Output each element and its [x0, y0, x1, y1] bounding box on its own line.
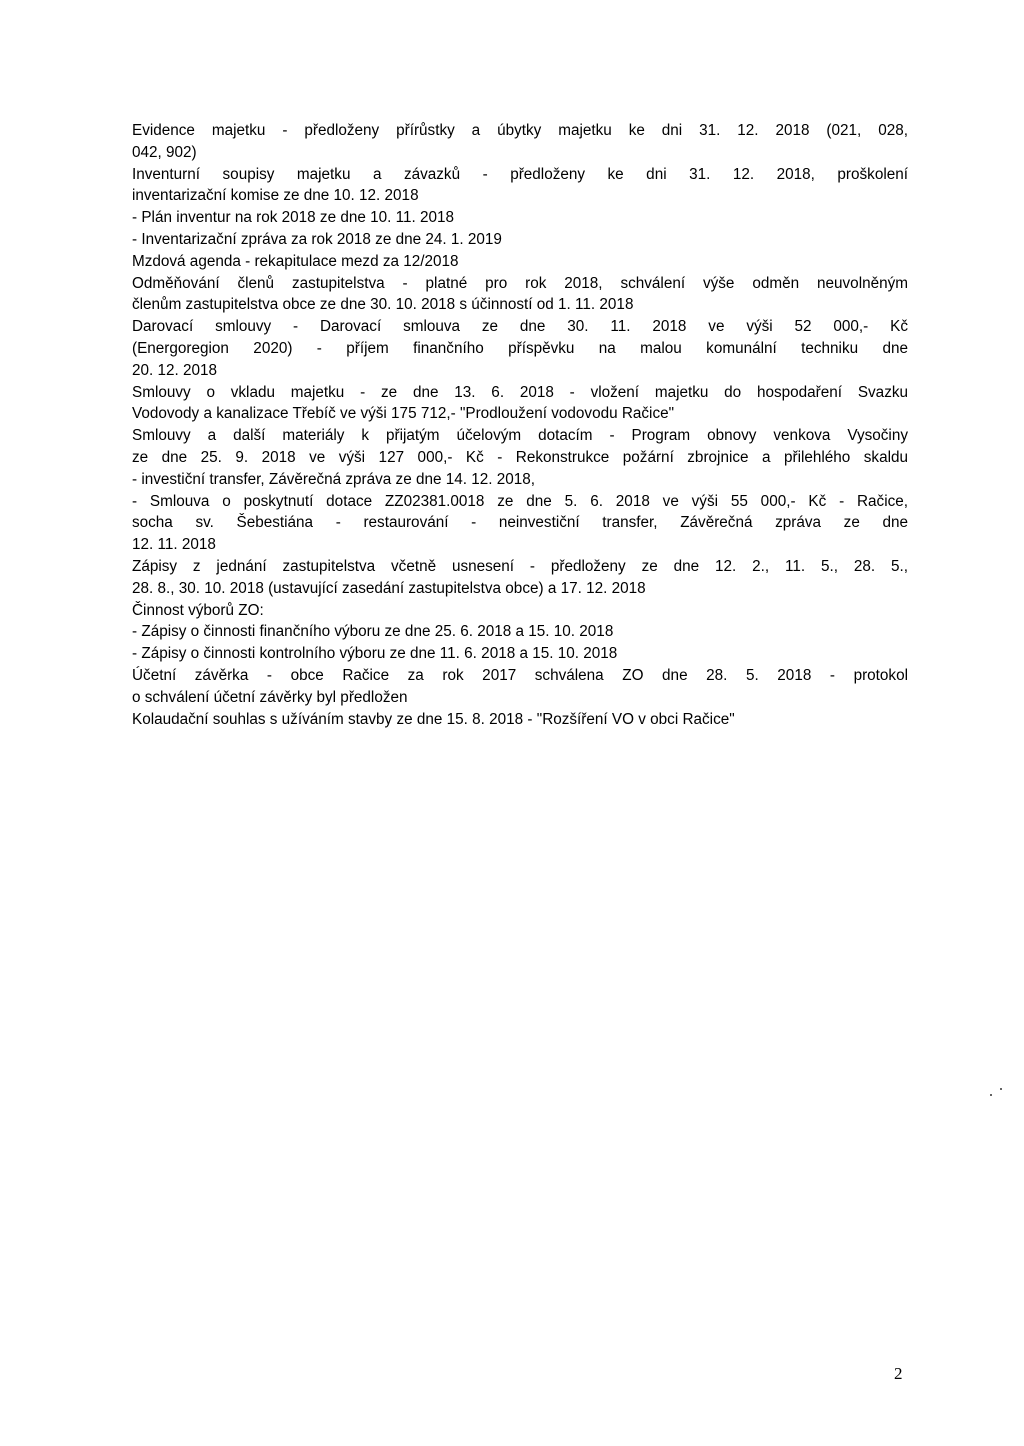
text-line: Odměňování členů zastupitelstva - platné pro rok 2018, schválení výše odměn neuvolněným — [132, 274, 908, 292]
text-line: - Zápisy o činnosti finančního výboru ze dne 25. 6. 2018 a 15. 10. 2018 — [132, 623, 614, 641]
text-line: - Inventarizační zpráva za rok 2018 ze dne 24. 1. 2019 — [132, 230, 502, 248]
text-line: 20. 12. 2018 — [132, 361, 218, 379]
text-line: Smlouvy a další materiály k přijatým účelovým dotacím - Program obnovy venkova Vysočiny — [132, 427, 908, 445]
text-line: - Zápisy o činnosti kontrolního výboru ze dne 11. 6. 2018 a 15. 10. 2018 — [132, 645, 618, 663]
text-line: socha sv. Šebestiána - restaurování - neinvestiční transfer, Závěrečná zpráva ze dne — [132, 514, 908, 532]
text-line: ze dne 25. 9. 2018 ve výši 127 000,- Kč - Rekonstrukce požární zbrojnice a přilehlého skaldu — [132, 448, 908, 466]
page-number: 2 — [894, 1364, 903, 1383]
text-line: Účetní závěrka - obce Račice za rok 2017 schválena ZO dne 28. 5. 2018 - protokol — [132, 666, 908, 684]
document-body — [132, 120, 908, 730]
text-line: 042, 902) — [132, 143, 197, 161]
text-line: - Plán inventur na rok 2018 ze dne 10. 11. 2018 — [132, 209, 455, 227]
text-line: členům zastupitelstva obce ze dne 30. 10. 2018 s účinností od 1. 11. 2018 — [132, 296, 634, 314]
text-line: Smlouvy o vkladu majetku - ze dne 13. 6. 2018 - vložení majetku do hospodaření Svazku — [132, 383, 908, 401]
text-line: 28. 8., 30. 10. 2018 (ustavující zasedání zastupitelstva obce) a 17. 12. 2018 — [132, 579, 646, 597]
text-line: Darovací smlouvy - Darovací smlouva ze dne 30. 11. 2018 ve výši 52 000,- Kč — [132, 318, 908, 336]
scan-speck — [1000, 1088, 1002, 1090]
text-line: Kolaudační souhlas s užíváním stavby ze dne 15. 8. 2018 - "Rozšíření VO v obci Račice" — [132, 710, 735, 728]
text-line: Zápisy z jednání zastupitelstva včetně usnesení - předloženy ze dne 12. 2., 11. 5., 28. 5., — [132, 557, 908, 575]
text-line: inventarizační komise ze dne 10. 12. 2018 — [132, 187, 419, 205]
scan-speck — [990, 1094, 992, 1096]
text-line: - investiční transfer, Závěrečná zpráva ze dne 14. 12. 2018, — [132, 470, 536, 488]
text-line: o schválení účetní závěrky byl předložen — [132, 688, 408, 706]
text-line: Činnost výborů ZO: — [132, 601, 264, 619]
text-line: (Energoregion 2020) - příjem finančního příspěvku na malou komunální techniku dne — [132, 339, 908, 357]
text-line: Mzdová agenda - rekapitulace mezd za 12/2018 — [132, 252, 459, 270]
text-line: Evidence majetku - předloženy přírůstky a úbytky majetku ke dni 31. 12. 2018 (021, 028, — [132, 122, 908, 139]
text-line: Inventurní soupisy majetku a závazků - předloženy ke dni 31. 12. 2018, proškolení — [132, 165, 908, 183]
text-line: - Smlouva o poskytnutí dotace ZZ02381.0018 ze dne 5. 6. 2018 ve výši 55 000,- Kč - Račice, — [132, 492, 908, 510]
text-line: Vodovody a kanalizace Třebíč ve výši 175 712,- "Prodloužení vodovodu Račice" — [132, 405, 675, 423]
text-line: 12. 11. 2018 — [132, 536, 216, 554]
